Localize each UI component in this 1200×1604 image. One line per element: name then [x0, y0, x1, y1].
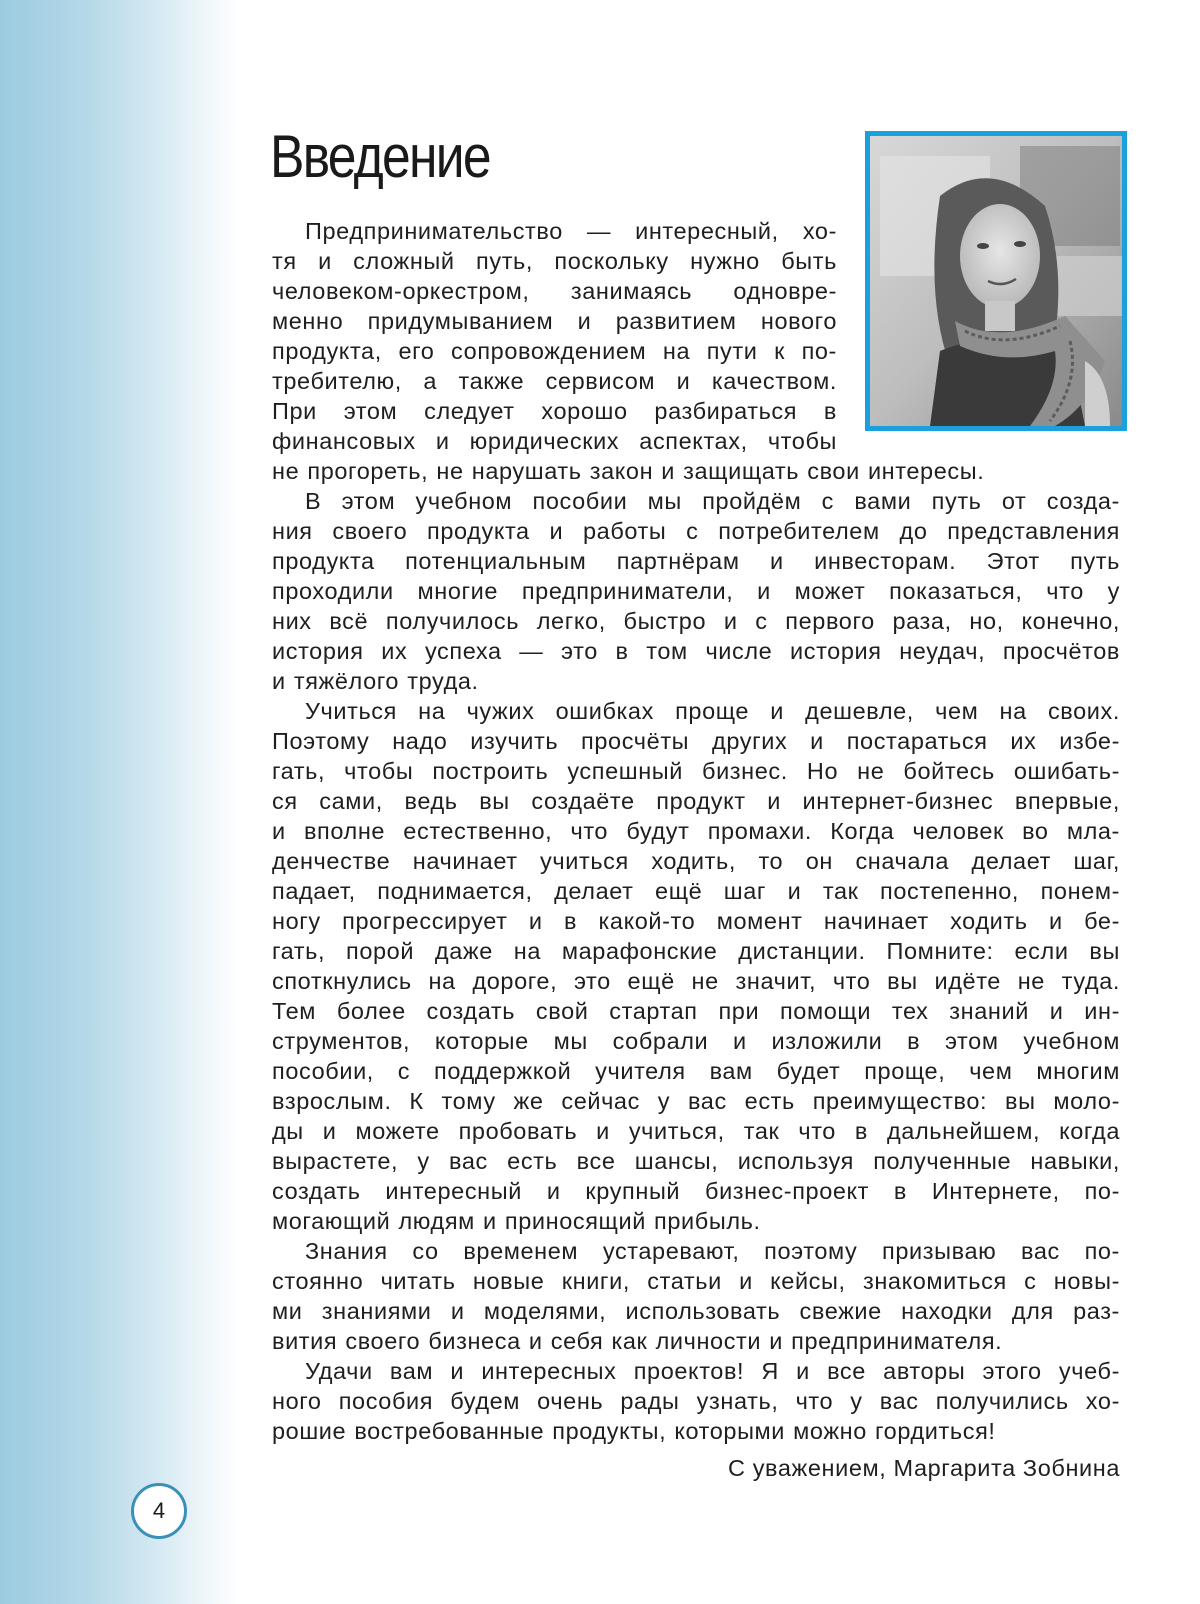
text-line: менно придумыванием и развитием нового [272, 308, 837, 334]
text-line: человеком-оркестром, занимаясь одновре- [272, 278, 837, 304]
text-line: вырастете, у вас есть все шансы, используя полученные навыки, [272, 1148, 1120, 1174]
text-line: При этом следует хорошо разбираться в [272, 398, 837, 424]
text-line: денчестве начинает учиться ходить, то он сначала делает шаг, [272, 848, 1120, 874]
text-line: ного пособия будем очень рады узнать, что у вас получились хо- [272, 1388, 1120, 1414]
text-line: Поэтому надо изучить просчёты других и постараться их избе- [272, 728, 1120, 754]
text-line: проходили многие предприниматели, и может показаться, что у [272, 578, 1120, 604]
text-line: продукта, его сопровождением на пути к по- [272, 338, 837, 364]
page-title: Введение [270, 123, 490, 190]
paragraph-5 [272, 1356, 1120, 1446]
text-line: требителю, а также сервисом и качеством. [272, 368, 837, 394]
signature: С уважением, Маргарита Зобнина [728, 1455, 1120, 1481]
text-line: и тяжёлого труда. [272, 668, 479, 694]
text-line: финансовых и юридических аспектах, чтобы [272, 428, 837, 454]
text-line: пособии, с поддержкой учителя вам будет проще, чем многим [272, 1058, 1120, 1084]
text-line: история их успеха — это в том числе история неудач, просчётов [272, 638, 1120, 664]
body-text [272, 216, 1120, 1446]
text-line: Тем более создать свой стартап при помощи тех знаний и ин- [272, 998, 1120, 1024]
paragraph-2 [272, 486, 1120, 696]
text-line: ся сами, ведь вы создаёте продукт и интернет-бизнес впервые, [272, 788, 1120, 814]
decorative-side-band [0, 0, 240, 1604]
text-line: продукта потенциальным партнёрам и инвесторам. Этот путь [272, 548, 1120, 574]
text-line: падает, поднимается, делает ещё шаг и так постепенно, понем- [272, 878, 1120, 904]
text-line: ногу прогрессирует и в какой-то момент начинает ходить и бе- [272, 908, 1120, 934]
text-line: споткнулись на дороге, это ещё не значит, что вы идёте не туда. [272, 968, 1120, 994]
text-line: могающий людям и приносящий прибыль. [272, 1208, 761, 1234]
text-line: гать, чтобы построить успешный бизнес. Но не бойтесь ошибать- [272, 758, 1120, 784]
text-line: В этом учебном пособии мы пройдём с вами путь от созда- [305, 488, 1120, 514]
text-line: Знания со временем устаревают, поэтому призываю вас по- [305, 1238, 1120, 1264]
text-line: стоянно читать новые книги, статьи и кейсы, знакомиться с новы- [272, 1268, 1120, 1294]
text-line: струментов, которые мы собрали и изложили в этом учебном [272, 1028, 1120, 1054]
text-line: рошие востребованные продукты, которыми можно гордиться! [272, 1418, 996, 1444]
paragraph-4 [272, 1236, 1120, 1356]
paragraph-3 [272, 696, 1120, 1236]
text-line: создать интересный и крупный бизнес-проект в Интернете, по- [272, 1178, 1120, 1204]
text-line: Предпринимательство — интересный, хо- [305, 218, 837, 244]
page-number: 4 [152, 1498, 166, 1523]
text-line: Учиться на чужих ошибках проще и дешевле, чем на своих. [305, 698, 1120, 724]
page-number-badge [131, 1483, 187, 1539]
text-line: взрослым. К тому же сейчас у вас есть преимущество: вы моло- [272, 1088, 1120, 1114]
text-line: вития своего бизнеса и себя как личности и предпринимателя. [272, 1328, 1003, 1354]
text-line: не прогореть, не нарушать закон и защищать свои интересы. [272, 458, 985, 484]
text-line: гать, порой даже на марафонские дистанции. Помните: если вы [272, 938, 1120, 964]
paragraph-1 [272, 216, 1120, 486]
text-line: ния своего продукта и работы с потребителем до представления [272, 518, 1120, 544]
text-line: и вполне естественно, что будут промахи. Когда человек во мла- [272, 818, 1120, 844]
text-line: Удачи вам и интересных проектов! Я и все авторы этого учеб- [305, 1358, 1120, 1384]
text-line: них всё получилось легко, быстро и с первого раза, но, конечно, [272, 608, 1120, 634]
text-line: ды и можете пробовать и учиться, так что в дальнейшем, когда [272, 1118, 1120, 1144]
text-line: тя и сложный путь, поскольку нужно быть [272, 248, 837, 274]
text-line: ми знаниями и моделями, использовать свежие находки для раз- [272, 1298, 1120, 1324]
